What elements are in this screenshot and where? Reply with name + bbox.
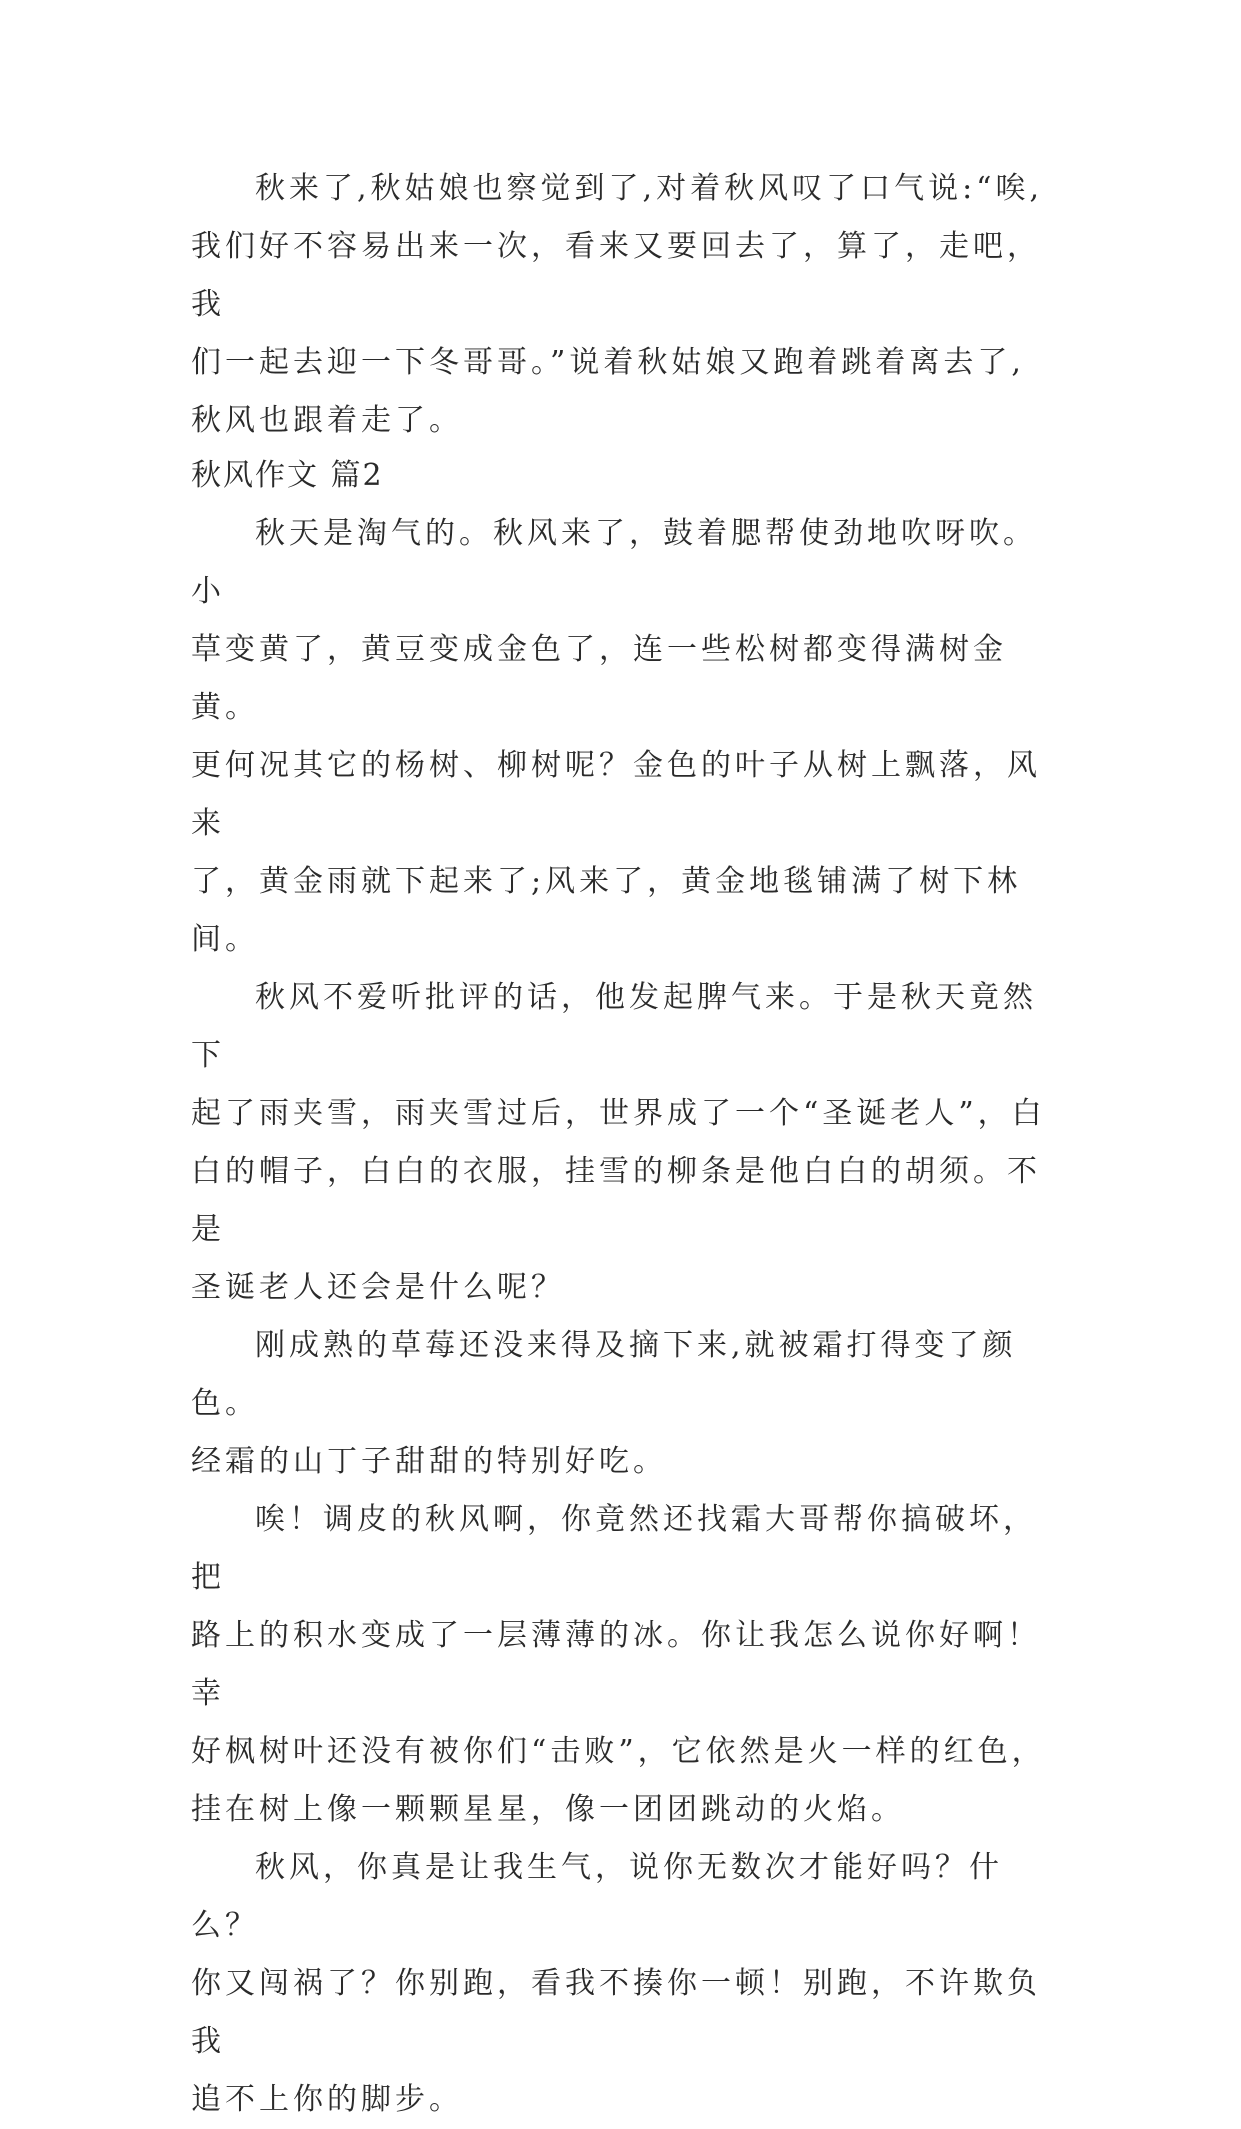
paragraph-3: 刚成熟的草莓还没来得及摘下来,就被霜打得变了颜色。 经霜的山丁子甜甜的特别好吃。: [191, 1328, 1017, 1479]
section-heading: 秋风作文 篇2: [191, 458, 384, 493]
intro-paragraph: 秋来了,秋姑娘也察觉到了,对着秋风叹了口气说:“唉, 我们好不容易出来一次，看来又要回去了，算了，走吧，我 们一起去迎一下冬哥哥。”说着秋姑娘又跑着跳着离去了, 秋风也跟着走了。: [191, 171, 1044, 438]
paragraph-1: 秋天是淘气的。秋风来了，鼓着腮帮使劲地吹呀吹。小 草变黄了，黄豆变成金色了，连一些松树都变得满树金黄。 更何况其它的杨树、柳树呢？金色的叶子从树上飘落，风来 了，黄金雨就下起来了;风来了，黄金地毯铺满了树下林间。: [191, 516, 1041, 957]
paragraph-2: 秋风不爱听批评的话，他发起脾气来。于是秋天竟然下 起了雨夹雪，雨夹雪过后，世界成了一个“圣诞老人”，白 白的帽子，白白的衣服，挂雪的柳条是他白白的胡须。不是 圣诞老人还会是什么呢？: [191, 980, 1046, 1305]
paragraph-4: 唉！调皮的秋风啊，你竟然还找霜大哥帮你搞破坏，把 路上的积水变成了一层薄薄的冰。你让我怎么说你好啊！幸 好枫树叶还没有被你们“击败”，它依然是火一样的红色， 挂在树上像一颗颗星星，像一团团跳动的火焰。: [191, 1502, 1046, 1827]
paragraph-5: 秋风，你真是让我生气，说你无数次才能好吗？什么？ 你又闯祸了？你别跑，看我不揍你一顿！别跑，不许欺负我 追不上你的脚步。: [191, 1850, 1041, 2117]
essay-section-2: [191, 447, 1061, 2129]
intro-section: [191, 160, 1061, 450]
